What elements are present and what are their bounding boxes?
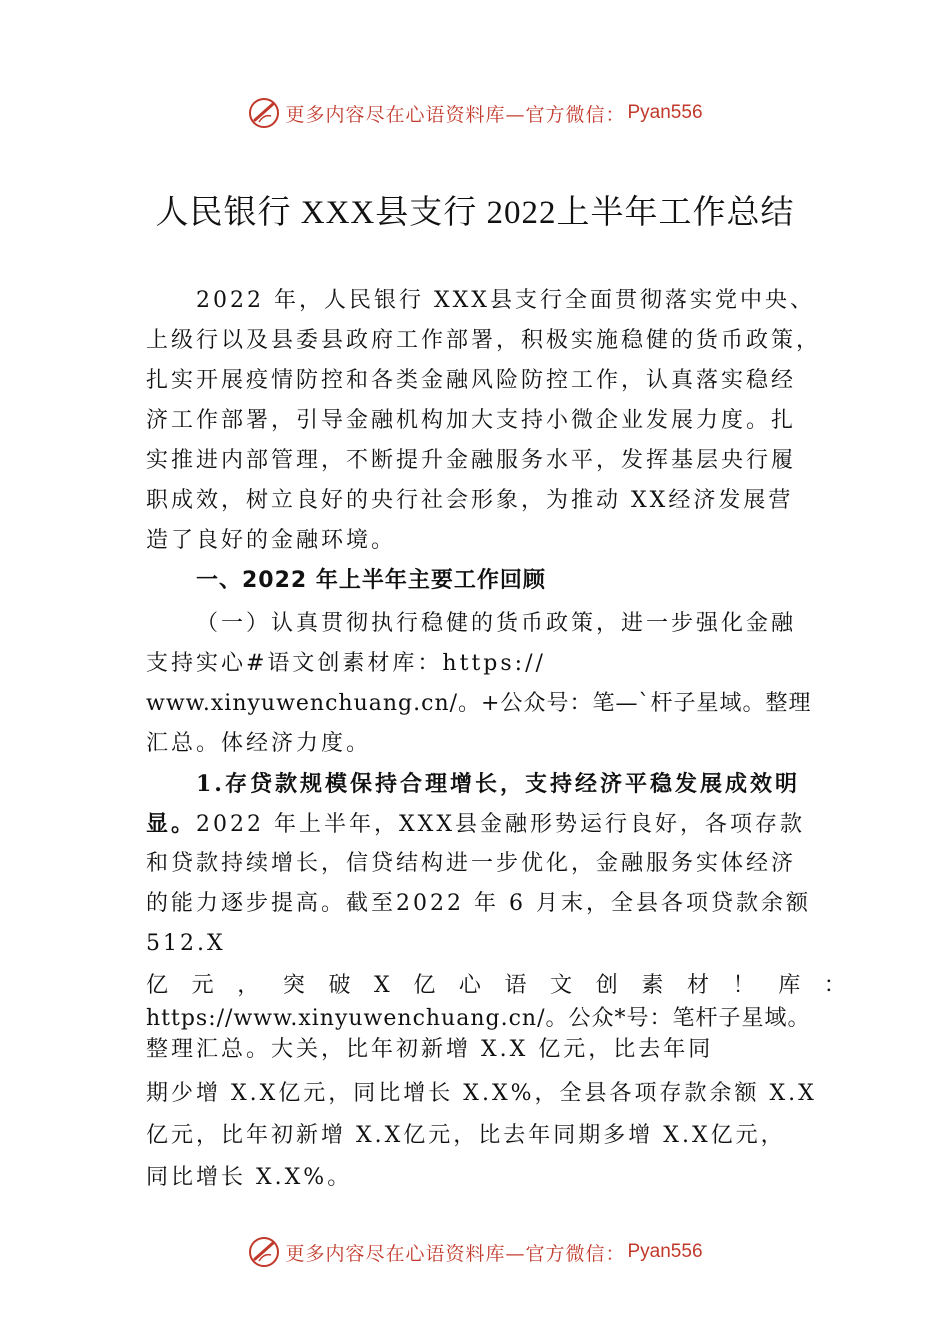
char: ：	[823, 973, 846, 998]
paragraph-line: 上级行以及县委县政府工作部署，积极实施稳健的货币政策，	[146, 328, 822, 353]
paragraph-line: 济工作部署，引导金融机构加大支持小微企业发展力度。扎	[146, 408, 797, 433]
paragraph-line: 期少增 X.X亿元，同比增长 X.X%，全县各项存款余额 X.X	[146, 1081, 817, 1106]
char: 亿	[413, 973, 436, 998]
paragraph-line: 汇总。体经济力度。	[146, 731, 372, 756]
paragraph-line: 同比增长 X.X%。	[146, 1165, 353, 1190]
paragraph-line: www.xinyuwenchuang.cn/。+公众号：笔—`杆子星域。整理	[146, 691, 812, 716]
char: 素	[641, 973, 664, 998]
banner-text: 更多内容尽在心语资料库—官方微信：	[285, 103, 626, 126]
char: X	[374, 973, 390, 998]
header-banner	[0, 93, 950, 133]
paragraph-line: 和贷款持续增长，信贷结构进一步优化，金融服务实体经济	[146, 851, 797, 876]
logo-icon	[247, 96, 281, 130]
paragraph-line: 支持实心#语文创素材库：https://	[146, 651, 546, 676]
paragraph-line: 的能力逐步提高。截至2022 年 6 月末，全县各项贷款余额	[146, 891, 811, 916]
char: 心	[458, 973, 481, 998]
paragraph-line: 512.X	[146, 931, 226, 956]
char: ！	[732, 973, 755, 998]
paragraph-line: 实推进内部管理，不断提升金融服务水平，发挥基层央行履	[146, 448, 797, 473]
subsection-heading: 1.存贷款规模保持合理增长，支持经济平稳发展成效明	[196, 771, 800, 797]
section-heading: 一、2022 年上半年主要工作回顾	[196, 568, 546, 593]
wechat-id: Pyan556	[627, 102, 703, 123]
paragraph-line: 造了良好的金融环境。	[146, 528, 397, 553]
char: 材	[686, 973, 709, 998]
paragraph-line: 亿元，比年初新增 X.X亿元，比去年同期多增 X.X亿元，	[146, 1123, 786, 1148]
paragraph-line	[146, 810, 826, 839]
char: 语	[504, 973, 527, 998]
char: 文	[550, 973, 573, 998]
logo-icon	[247, 1235, 281, 1269]
char: 创	[595, 973, 618, 998]
char: 破	[328, 973, 351, 998]
footer-banner	[0, 1232, 950, 1272]
paragraph-line-justified	[146, 972, 846, 1000]
paragraph-line: （一）认真贯彻执行稳健的货币政策，进一步强化金融	[196, 611, 797, 636]
paragraph-line: 扎实开展疫情防控和各类金融风险防控工作，认真落实稳经	[146, 368, 797, 393]
subsection-heading-end: 显。	[146, 811, 197, 837]
char: 库	[778, 973, 801, 998]
char: 亿	[146, 973, 169, 998]
banner-text: 更多内容尽在心语资料库—官方微信：	[285, 1242, 626, 1265]
paragraph-line: 职成效，树立良好的央行社会形象，为推动 XX经济发展营	[146, 488, 794, 513]
char: 元	[191, 973, 214, 998]
char: ，	[237, 973, 260, 998]
paragraph-line: https://www.xinyuwenchuang.cn/。公众*号：笔杆子星域。	[146, 1006, 811, 1031]
paragraph-text: 2022 年上半年，XXX县金融形势运行良好，各项存款	[196, 812, 805, 837]
paragraph-line: 整理汇总。大关，比年初新增 X.X 亿元，比去年同	[146, 1037, 714, 1062]
document-title: 人民银行 XXX县支行 2022上半年工作总结	[155, 195, 795, 231]
char: 突	[282, 973, 305, 998]
wechat-id: Pyan556	[627, 1241, 703, 1262]
paragraph-line: 2022 年，人民银行 XXX县支行全面贯彻落实党中央、	[196, 288, 815, 313]
